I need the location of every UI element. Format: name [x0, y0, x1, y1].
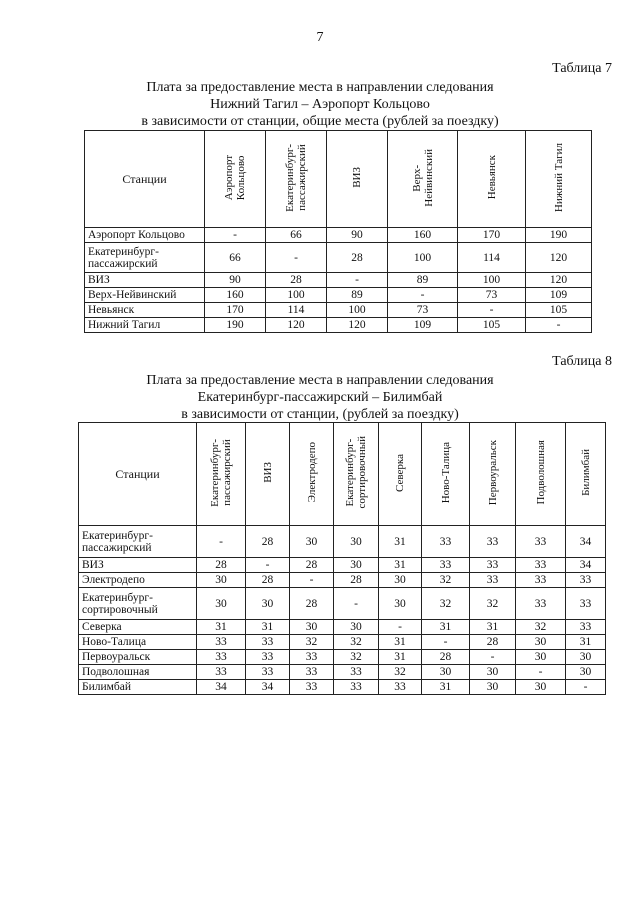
- fare-cell: 31: [422, 620, 470, 635]
- table8-col-header: Первоуральск: [470, 423, 516, 526]
- table7-caption-line: в зависимости от станции, общие места (рублей за поездку): [141, 114, 499, 129]
- fare-cell: 28: [422, 650, 470, 665]
- fare-cell: 33: [246, 635, 290, 650]
- fare-cell: 30: [516, 635, 566, 650]
- fare-cell: 30: [470, 665, 516, 680]
- fare-cell: 33: [470, 558, 516, 573]
- fare-cell: 33: [516, 573, 566, 588]
- row-station-name: Екатеринбург- сортировочный: [79, 588, 197, 620]
- fare-cell: 33: [422, 558, 470, 573]
- fare-cell: 28: [246, 526, 290, 558]
- fare-cell: 33: [246, 650, 290, 665]
- row-station-name: Аэропорт Кольцово: [85, 228, 205, 243]
- fare-cell: 33: [422, 526, 470, 558]
- table-row: [79, 650, 606, 665]
- fare-cell: 32: [334, 650, 379, 665]
- fare-cell: 73: [388, 303, 458, 318]
- table8-col-header: Электродепо: [290, 423, 334, 526]
- fare-cell: 33: [334, 680, 379, 695]
- table-row: [79, 588, 606, 620]
- fare-cell: 190: [205, 318, 266, 333]
- fare-cell: 30: [516, 680, 566, 695]
- fare-cell: -: [266, 243, 327, 273]
- fare-cell: 33: [566, 588, 606, 620]
- page-number: 7: [316, 30, 324, 45]
- fare-cell: -: [566, 680, 606, 695]
- fare-cell: 89: [388, 273, 458, 288]
- fare-cell: 66: [205, 243, 266, 273]
- fare-cell: 33: [290, 650, 334, 665]
- fare-cell: 30: [422, 665, 470, 680]
- table-row: [79, 620, 606, 635]
- fare-cell: 33: [566, 573, 606, 588]
- table8-label: Таблица 8: [552, 354, 612, 369]
- fare-cell: 160: [388, 228, 458, 243]
- fare-cell: 31: [379, 650, 422, 665]
- fare-cell: -: [379, 620, 422, 635]
- fare-cell: 109: [388, 318, 458, 333]
- table7-col-header: Невьянск: [458, 131, 526, 228]
- fare-cell: 33: [246, 665, 290, 680]
- fare-cell: 33: [197, 635, 246, 650]
- fare-cell: 90: [205, 273, 266, 288]
- fare-cell: 28: [290, 588, 334, 620]
- row-station-name: Невьянск: [85, 303, 205, 318]
- table-row: [79, 558, 606, 573]
- fare-cell: 32: [422, 588, 470, 620]
- row-station-name: Нижний Тагил: [85, 318, 205, 333]
- fare-cell: 33: [379, 680, 422, 695]
- row-station-name: Северка: [79, 620, 197, 635]
- fare-cell: 33: [470, 526, 516, 558]
- fare-cell: 30: [379, 588, 422, 620]
- fare-cell: -: [458, 303, 526, 318]
- fare-cell: 28: [327, 243, 388, 273]
- fare-cell: 100: [266, 288, 327, 303]
- fare-cell: 30: [290, 526, 334, 558]
- fare-cell: 31: [470, 620, 516, 635]
- fare-cell: 31: [566, 635, 606, 650]
- fare-cell: 28: [290, 558, 334, 573]
- table8-caption-line: Плата за предоставление места в направлении следования: [146, 373, 494, 388]
- fare-cell: 28: [470, 635, 516, 650]
- fare-cell: 190: [526, 228, 592, 243]
- row-station-name: Ново-Талица: [79, 635, 197, 650]
- fare-cell: 34: [246, 680, 290, 695]
- table7-label: Таблица 7: [552, 61, 612, 76]
- fare-cell: 32: [516, 620, 566, 635]
- fare-cell: 30: [246, 588, 290, 620]
- fare-cell: -: [246, 558, 290, 573]
- row-station-name: Екатеринбург- пассажирский: [79, 526, 197, 558]
- table-row: [79, 526, 606, 558]
- row-station-name: Первоуральск: [79, 650, 197, 665]
- fare-cell: 33: [470, 573, 516, 588]
- fare-cell: 90: [327, 228, 388, 243]
- fare-cell: 30: [290, 620, 334, 635]
- table7-body: [85, 228, 592, 333]
- fare-cell: 31: [197, 620, 246, 635]
- table7: [84, 130, 592, 333]
- fare-cell: 33: [516, 588, 566, 620]
- fare-cell: 32: [379, 665, 422, 680]
- table-row: [79, 665, 606, 680]
- fare-cell: 30: [334, 526, 379, 558]
- fare-cell: 31: [379, 526, 422, 558]
- fare-cell: 89: [327, 288, 388, 303]
- fare-cell: 31: [422, 680, 470, 695]
- row-station-name: Билимбай: [79, 680, 197, 695]
- fare-cell: -: [327, 273, 388, 288]
- table7-col-header: Нижний Тагил: [526, 131, 592, 228]
- table8-col-header: ВИЗ: [246, 423, 290, 526]
- fare-cell: 105: [526, 303, 592, 318]
- table-row: [85, 273, 592, 288]
- table-row: [85, 303, 592, 318]
- fare-cell: 114: [458, 243, 526, 273]
- table8-col-header: Ново-Талица: [422, 423, 470, 526]
- table7-col-header: Аэропорт Кольцово: [205, 131, 266, 228]
- table8: [78, 422, 606, 695]
- fare-cell: 28: [197, 558, 246, 573]
- row-station-name: Верх-Нейвинский: [85, 288, 205, 303]
- fare-cell: 100: [458, 273, 526, 288]
- table7-caption-line: Нижний Тагил – Аэропорт Кольцово: [210, 97, 430, 112]
- table-row: [85, 228, 592, 243]
- fare-cell: 30: [516, 650, 566, 665]
- table-row: [79, 635, 606, 650]
- fare-cell: 105: [458, 318, 526, 333]
- fare-cell: 33: [516, 526, 566, 558]
- fare-cell: -: [388, 288, 458, 303]
- fare-cell: -: [205, 228, 266, 243]
- fare-cell: 33: [516, 558, 566, 573]
- table8-col-header: Северка: [379, 423, 422, 526]
- table7-col-header: ВИЗ: [327, 131, 388, 228]
- fare-cell: 28: [334, 573, 379, 588]
- table-row: [85, 288, 592, 303]
- table8-caption-line: Екатеринбург-пассажирский – Билимбай: [197, 390, 443, 405]
- fare-cell: 32: [290, 635, 334, 650]
- row-station-name: Екатеринбург- пассажирский: [85, 243, 205, 273]
- fare-cell: -: [470, 650, 516, 665]
- fare-cell: 30: [197, 588, 246, 620]
- fare-cell: 31: [246, 620, 290, 635]
- fare-cell: -: [290, 573, 334, 588]
- table7-col-header: Верх- Нейвинский: [388, 131, 458, 228]
- row-station-name: Электродепо: [79, 573, 197, 588]
- table8-col-header: Екатеринбург- сортировочный: [334, 423, 379, 526]
- fare-cell: 170: [458, 228, 526, 243]
- fare-cell: -: [197, 526, 246, 558]
- fare-cell: 100: [327, 303, 388, 318]
- table7-corner-header: Станции: [85, 131, 205, 228]
- fare-cell: 73: [458, 288, 526, 303]
- fare-cell: 100: [388, 243, 458, 273]
- table7-caption: [0, 79, 640, 130]
- fare-cell: 33: [334, 665, 379, 680]
- fare-cell: 30: [566, 650, 606, 665]
- table7-caption-line: Плата за предоставление места в направлении следования: [146, 80, 494, 95]
- fare-cell: 120: [266, 318, 327, 333]
- row-station-name: ВИЗ: [79, 558, 197, 573]
- fare-cell: 30: [334, 558, 379, 573]
- row-station-name: ВИЗ: [85, 273, 205, 288]
- fare-cell: 32: [470, 588, 516, 620]
- fare-cell: -: [334, 588, 379, 620]
- fare-cell: 33: [290, 665, 334, 680]
- fare-cell: 30: [566, 665, 606, 680]
- table-row: [79, 680, 606, 695]
- fare-cell: 30: [334, 620, 379, 635]
- fare-cell: 34: [197, 680, 246, 695]
- fare-cell: 33: [197, 665, 246, 680]
- fare-cell: 34: [566, 526, 606, 558]
- fare-cell: 31: [379, 558, 422, 573]
- fare-cell: 32: [334, 635, 379, 650]
- fare-cell: 33: [290, 680, 334, 695]
- fare-cell: 170: [205, 303, 266, 318]
- fare-cell: 28: [246, 573, 290, 588]
- table8-caption: [0, 372, 640, 423]
- fare-cell: 120: [327, 318, 388, 333]
- fare-cell: 33: [197, 650, 246, 665]
- fare-cell: 160: [205, 288, 266, 303]
- fare-cell: 30: [470, 680, 516, 695]
- table8-col-header: Подволошная: [516, 423, 566, 526]
- fare-cell: 31: [379, 635, 422, 650]
- fare-cell: 30: [379, 573, 422, 588]
- fare-cell: 66: [266, 228, 327, 243]
- table-row: [85, 318, 592, 333]
- fare-cell: 33: [566, 620, 606, 635]
- fare-cell: 120: [526, 243, 592, 273]
- table-row: [85, 243, 592, 273]
- table7-col-header: Екатеринбург- пассажирский: [266, 131, 327, 228]
- table8-col-header: Екатеринбург- пассажирский: [197, 423, 246, 526]
- fare-cell: -: [526, 318, 592, 333]
- fare-cell: -: [422, 635, 470, 650]
- fare-cell: 28: [266, 273, 327, 288]
- table8-caption-line: в зависимости от станции, (рублей за поездку): [181, 407, 459, 422]
- fare-cell: 30: [197, 573, 246, 588]
- fare-cell: 120: [526, 273, 592, 288]
- table-row: [79, 573, 606, 588]
- table8-col-header: Билимбай: [566, 423, 606, 526]
- fare-cell: 114: [266, 303, 327, 318]
- fare-cell: 32: [422, 573, 470, 588]
- table8-body: [79, 526, 606, 695]
- fare-cell: -: [516, 665, 566, 680]
- table8-corner-header: Станции: [79, 423, 197, 526]
- fare-cell: 34: [566, 558, 606, 573]
- row-station-name: Подволошная: [79, 665, 197, 680]
- fare-cell: 109: [526, 288, 592, 303]
